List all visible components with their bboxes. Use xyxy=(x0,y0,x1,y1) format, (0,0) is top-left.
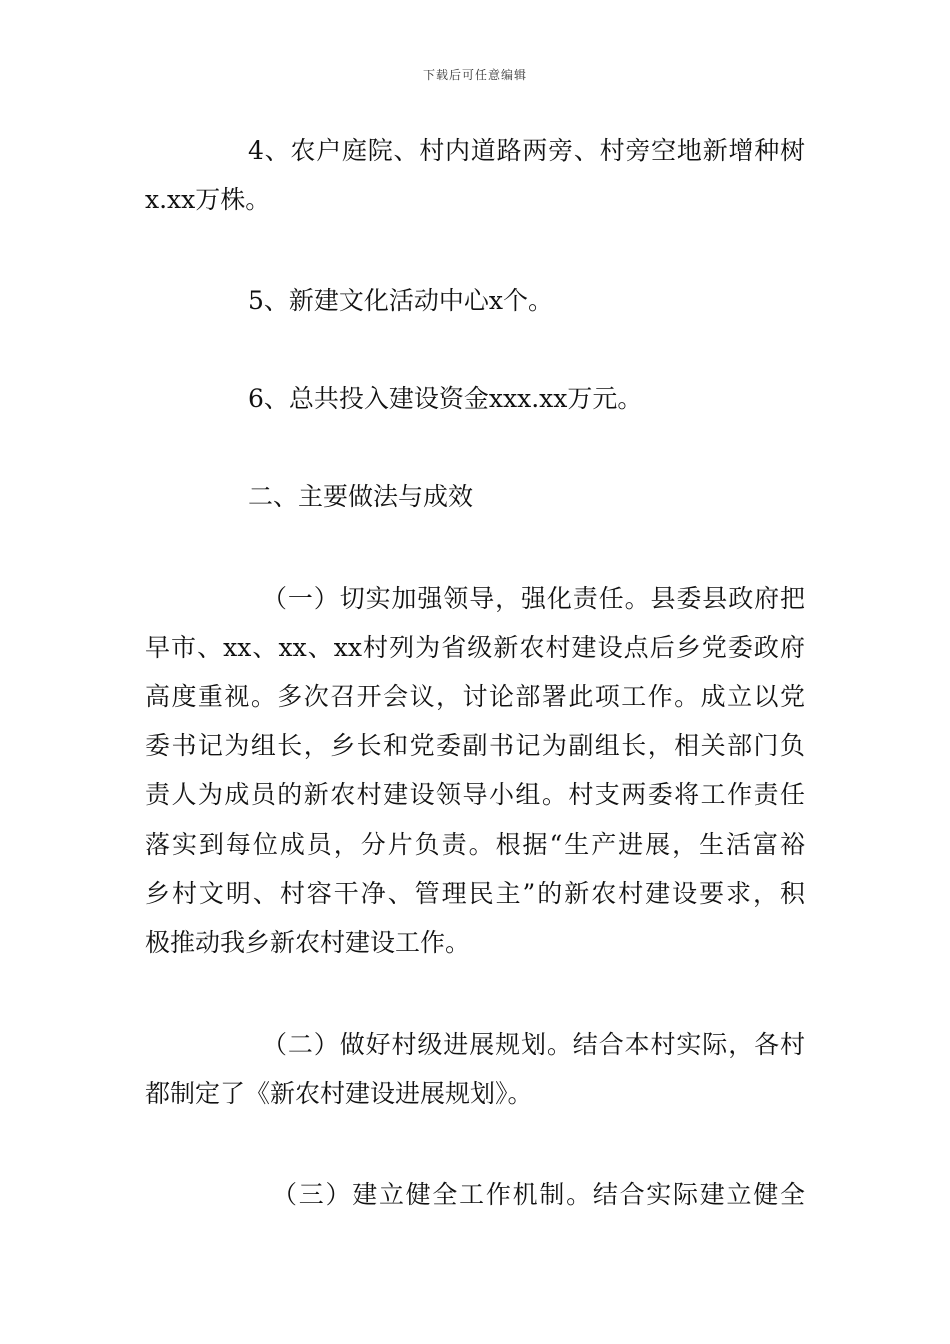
watermark-header: 下载后可任意编辑 xyxy=(422,68,527,82)
sub-1-line-4: 委书记为组长，乡长和党委副书记为副组长，相关部门负 xyxy=(145,731,805,760)
section-2-heading: 二、主要做法与成效 xyxy=(248,482,474,511)
item-6: 6、总共投入建设资金xxx.xx万元。 xyxy=(248,384,643,413)
sub-3-line-1: （三）建立健全工作机制。结合实际建立健全 xyxy=(272,1180,805,1209)
sub-1-line-7: 乡村文明、村容干净、管理民主”的新农村建设要求，积 xyxy=(145,879,805,908)
sub-1-line-8: 极推动我乡新农村建设工作。 xyxy=(145,928,471,957)
sub-1-line-5: 责人为成员的新农村建设领导小组。村支两委将工作责任 xyxy=(145,780,805,809)
sub-1-line-6: 落实到每位成员，分片负责。根据“生产进展，生活富裕 xyxy=(145,830,805,859)
item-4-line-2: x.xx万株。 xyxy=(145,185,271,214)
sub-1-line-3: 高度重视。多次召开会议，讨论部署此项工作。成立以党 xyxy=(145,682,805,711)
sub-1-line-1: （一）切实加强领导，强化责任。县委县政府把 xyxy=(262,584,805,613)
sub-2-line-2: 都制定了《新农村建设进展规划》。 xyxy=(145,1079,533,1108)
item-5: 5、新建文化活动中心x个。 xyxy=(248,286,554,315)
sub-2-line-1: （二）做好村级进展规划。结合本村实际，各村 xyxy=(262,1030,805,1059)
item-4-line-1: 4、农户庭院、村内道路两旁、村旁空地新增种树 xyxy=(248,136,805,165)
sub-1-line-2: 早市、xx、xx、xx村列为省级新农村建设点后乡党委政府 xyxy=(145,633,805,662)
